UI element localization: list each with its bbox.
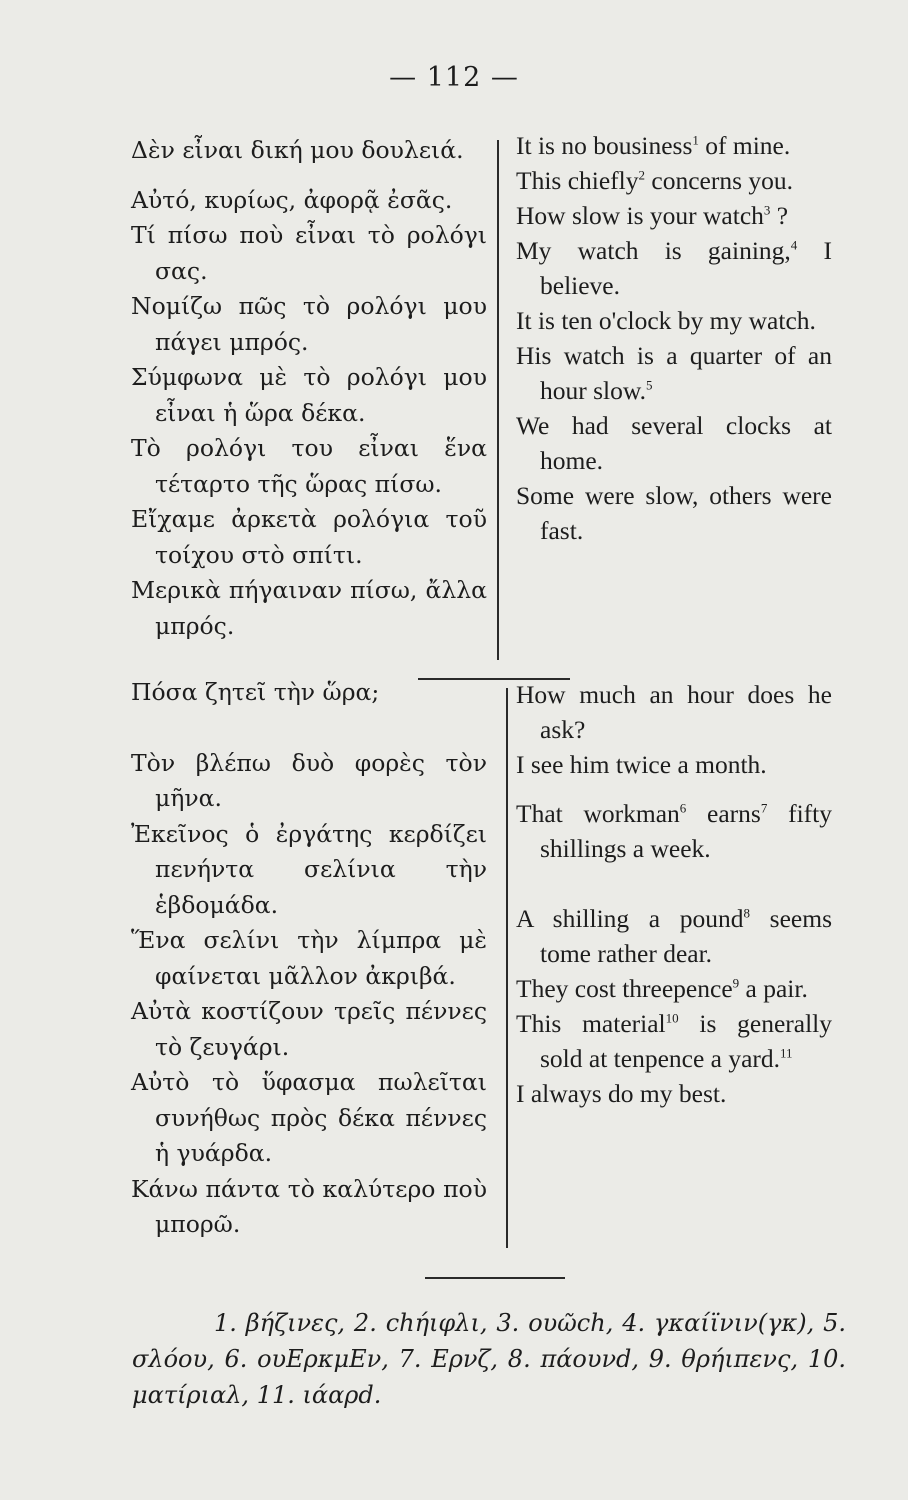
greek-phrase: Δὲν εἶναι δική μου δουλειά. xyxy=(131,136,464,164)
english-phrase: I see him twice a month. xyxy=(516,750,767,779)
footnote-divider xyxy=(425,1277,565,1279)
english-phrase: His watch is a quarter of an hour slow.$^5$ xyxy=(516,341,832,405)
greek-phrase: Μερικὰ πήγαιναν πίσω, ἄλλα μπρός. xyxy=(131,576,487,640)
english-column-section-1 xyxy=(516,128,832,548)
english-phrase: My watch is gaining,$^4$ I believe. xyxy=(516,236,832,300)
page-number: — 112 — xyxy=(389,62,519,93)
greek-phrase: Κάνω πάντα τὸ καλύτερο ποὺ μπορῶ. xyxy=(131,1174,487,1238)
greek-phrase: Σύμφωνα μὲ τὸ ρολόγι μου εἶναι ἡ ὥρα δέκα. xyxy=(131,363,487,427)
spacer xyxy=(131,711,487,746)
english-phrase: It is no bousiness$^1$ of mine. xyxy=(516,131,791,160)
english-phrase: It is ten o'clock by my watch. xyxy=(516,306,816,335)
greek-column-section-2 xyxy=(131,675,487,1243)
english-phrase: I always do my best. xyxy=(516,1079,727,1108)
english-phrase: How much an hour does he ask? xyxy=(516,680,832,744)
pronunciation-footnotes: 1. βήζινες, 2. chήιφλι, 3. ουῶch, 4. γκαίϊνιν(γκ), 5. σλόου, 6. ουΕρκμΕν, 7. Ερνζ, 8. πάουνd, 9. θρήιπενς, 10. ματίριαλ, 11. ιάαρd. xyxy=(132,1309,846,1409)
english-phrase: That workman$^6$ earns$^7$ fifty shillings a week. xyxy=(516,799,832,863)
greek-phrase: Ἐκεῖνος ὁ ἐργάτης κερδίζει πενήντα σελίνια τὴν ἑβδομάδα. xyxy=(131,819,487,919)
english-phrase: This chiefly$^2$ concerns you. xyxy=(516,166,794,195)
english-phrase: This material$^{10}$ is generally sold at tenpence a yard.$^{11}$ xyxy=(516,1009,832,1073)
greek-column-section-1 xyxy=(131,133,487,644)
greek-phrase: Τὸν βλέπω δυὸ φορὲς τὸν μῆνα. xyxy=(131,748,487,812)
english-phrase: Some were slow, others were fast. xyxy=(516,481,832,545)
greek-phrase: Αὐτὰ κοστίζουν τρεῖς πέννες τὸ ζευγάρι. xyxy=(131,997,487,1061)
greek-phrase: Νομίζω πῶς τὸ ρολόγι μου πάγει μπρός. xyxy=(131,292,487,356)
greek-phrase: Εἴχαμε ἀρκετὰ ρολόγια τοῦ τοίχου στὸ σπίτι. xyxy=(131,505,487,569)
greek-phrase: Αὐτὸ τὸ ὕφασμα πωλεῖται συνήθως πρὸς δέκα πέννες ἡ γυάρδα. xyxy=(131,1068,487,1167)
english-column-section-2 xyxy=(516,677,832,1111)
greek-phrase: Τὸ ρολόγι του εἶναι ἕνα τέταρτο τῆς ὥρας πίσω. xyxy=(131,434,487,498)
greek-phrase: Πόσα ζητεῖ τὴν ὥρα; xyxy=(131,678,380,706)
column-divider-top xyxy=(497,140,499,660)
spacer xyxy=(516,866,832,901)
english-phrase: They cost threepence$^9$ a pair. xyxy=(516,974,808,1003)
english-phrase: A shilling a pound$^8$ seems tome rather dear. xyxy=(516,904,832,968)
greek-phrase: Αὐτό, κυρίως, ἀφορᾷ ἐσᾶς. xyxy=(131,185,453,214)
spacer xyxy=(516,782,832,796)
column-divider-bottom xyxy=(506,688,508,1248)
english-phrase: We had several clocks at home. xyxy=(516,411,832,475)
greek-phrase: Τί πίσω ποὺ εἶναι τὸ ρολόγι σας. xyxy=(131,221,487,285)
greek-phrase: Ἕνα σελίνι τὴν λίμπρα μὲ φαίνεται μᾶλλον ἀκριβά. xyxy=(131,926,487,990)
english-phrase: How slow is your watch$^3$ ? xyxy=(516,201,789,230)
spacer xyxy=(131,169,487,183)
